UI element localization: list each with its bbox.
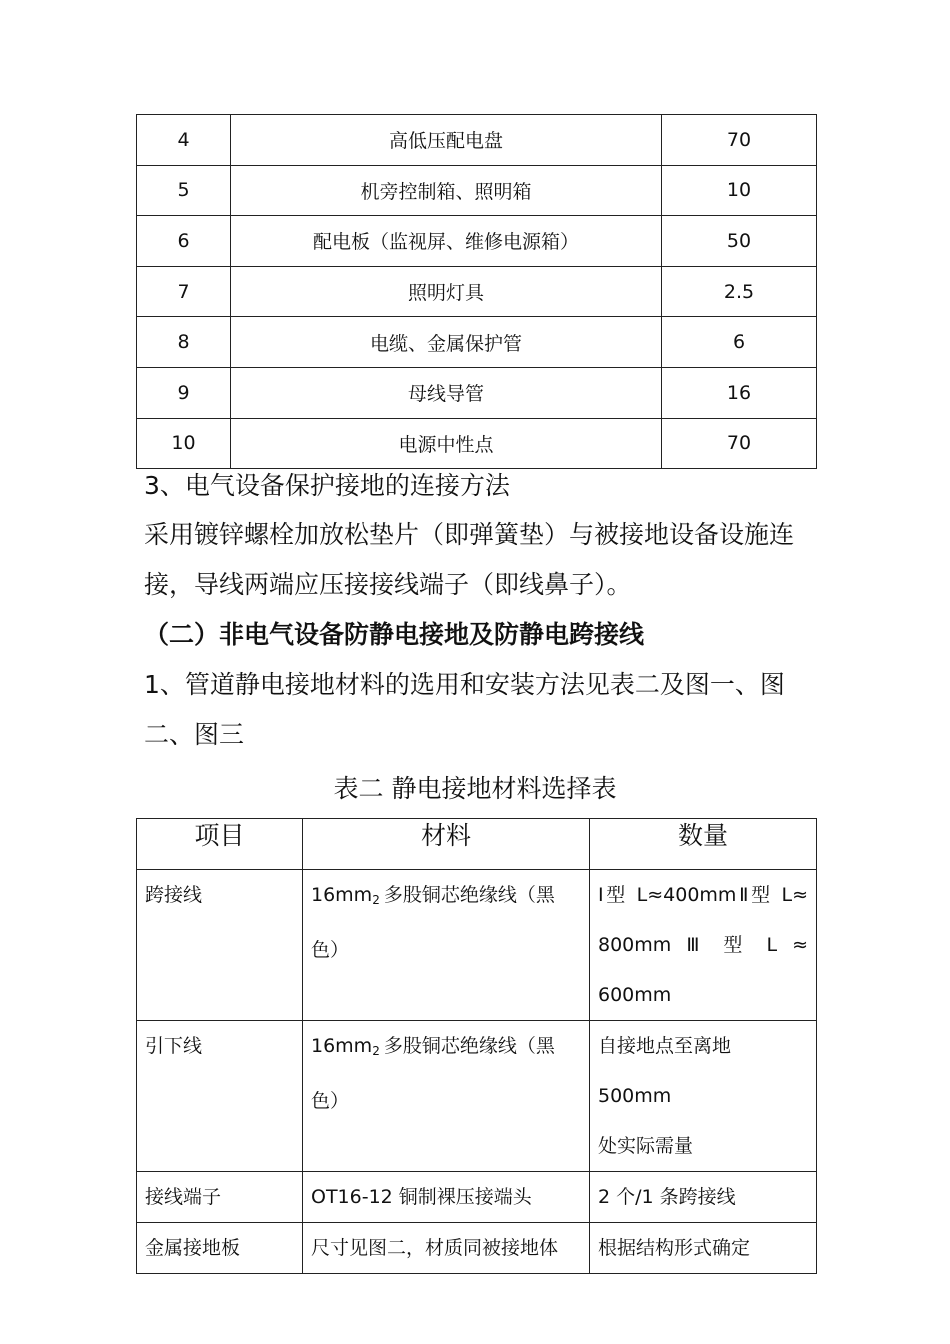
table1-row: [137, 115, 817, 166]
table2-caption: 表二 静电接地材料选择表: [333, 774, 617, 803]
cell-value: 6: [662, 317, 817, 368]
material-desc: 多股铜芯绝缘线（黑色）: [311, 884, 555, 961]
cell-quantity: [590, 870, 817, 1021]
cell-item: 接线端子: [137, 1172, 303, 1223]
table1-row: [137, 266, 817, 317]
header-material: 材料: [303, 819, 590, 870]
cell-quantity: 根据结构形式确定: [590, 1223, 817, 1274]
cell-material: [303, 1021, 590, 1172]
cell-item: 照明灯具: [231, 266, 662, 317]
cell-value: 70: [662, 418, 817, 469]
cell-number: 8: [137, 317, 231, 368]
part2-heading: （二）非电气设备防静电接地及防静电跨接线: [144, 620, 645, 649]
cell-item: 引下线: [137, 1021, 303, 1172]
grounding-size-table: [136, 114, 817, 469]
material-size: 16mm: [311, 884, 373, 906]
item1-paragraph-line1: 1、管道静电接地材料的选用和安装方法见表二及图一、图: [144, 670, 785, 699]
static-grounding-material-table: [136, 818, 817, 1274]
material-subscript: 2: [372, 893, 380, 907]
cell-number: 9: [137, 367, 231, 418]
table2-header-row: [137, 819, 817, 870]
cell-material: [303, 870, 590, 1021]
table1-row: [137, 317, 817, 368]
cell-number: 7: [137, 266, 231, 317]
qty-line: 600mm: [598, 984, 672, 1006]
cell-item: 高低压配电盘: [231, 115, 662, 166]
cell-value: 10: [662, 165, 817, 216]
table1-row: [137, 367, 817, 418]
qty-line: 处实际需量: [598, 1135, 694, 1157]
header-item: 项目: [137, 819, 303, 870]
cell-number: 10: [137, 418, 231, 469]
cell-quantity: 2 个/1 条跨接线: [590, 1172, 817, 1223]
cell-item: 跨接线: [137, 870, 303, 1021]
cell-value: 70: [662, 115, 817, 166]
section3-paragraph-line1: 采用镀锌螺栓加放松垫片（即弹簧垫）与被接地设备设施连: [144, 520, 795, 549]
material-desc: 多股铜芯绝缘线（黑色）: [311, 1035, 555, 1112]
qty-line: 自接地点至离地 500mm: [598, 1035, 732, 1107]
cell-material: OT16-12 铜制裸压接端头: [303, 1172, 590, 1223]
table2-row-plate: [137, 1223, 817, 1274]
cell-number: 4: [137, 115, 231, 166]
table2-row-terminal: [137, 1172, 817, 1223]
table1-row: [137, 216, 817, 267]
table1-row: [137, 418, 817, 469]
cell-value: 50: [662, 216, 817, 267]
cell-number: 6: [137, 216, 231, 267]
cell-value: 2.5: [662, 266, 817, 317]
material-size: 16mm: [311, 1035, 373, 1057]
cell-item: 机旁控制箱、照明箱: [231, 165, 662, 216]
header-quantity: 数量: [590, 819, 817, 870]
qty-line: 800mm Ⅲ 型 L ≈: [598, 934, 808, 956]
cell-item: 金属接地板: [137, 1223, 303, 1274]
table2-row-jumper: [137, 870, 817, 1021]
cell-item: 母线导管: [231, 367, 662, 418]
qty-line: Ⅰ型 L≈400mmⅡ型 L≈: [598, 884, 808, 906]
cell-item: 电缆、金属保护管: [231, 317, 662, 368]
cell-material: 尺寸见图二，材质同被接地体: [303, 1223, 590, 1274]
material-subscript: 2: [372, 1044, 380, 1058]
cell-item: 配电板（监视屏、维修电源箱）: [231, 216, 662, 267]
cell-item: 电源中性点: [231, 418, 662, 469]
cell-number: 5: [137, 165, 231, 216]
section3-heading: 3、电气设备保护接地的连接方法: [144, 471, 510, 500]
table1-row: [137, 165, 817, 216]
section3-paragraph-line2: 接，导线两端应压接接线端子（即线鼻子）。: [144, 570, 632, 599]
cell-quantity: [590, 1021, 817, 1172]
table2-row-downlead: [137, 1021, 817, 1172]
cell-value: 16: [662, 367, 817, 418]
item1-paragraph-line2: 二、图三: [144, 720, 245, 749]
